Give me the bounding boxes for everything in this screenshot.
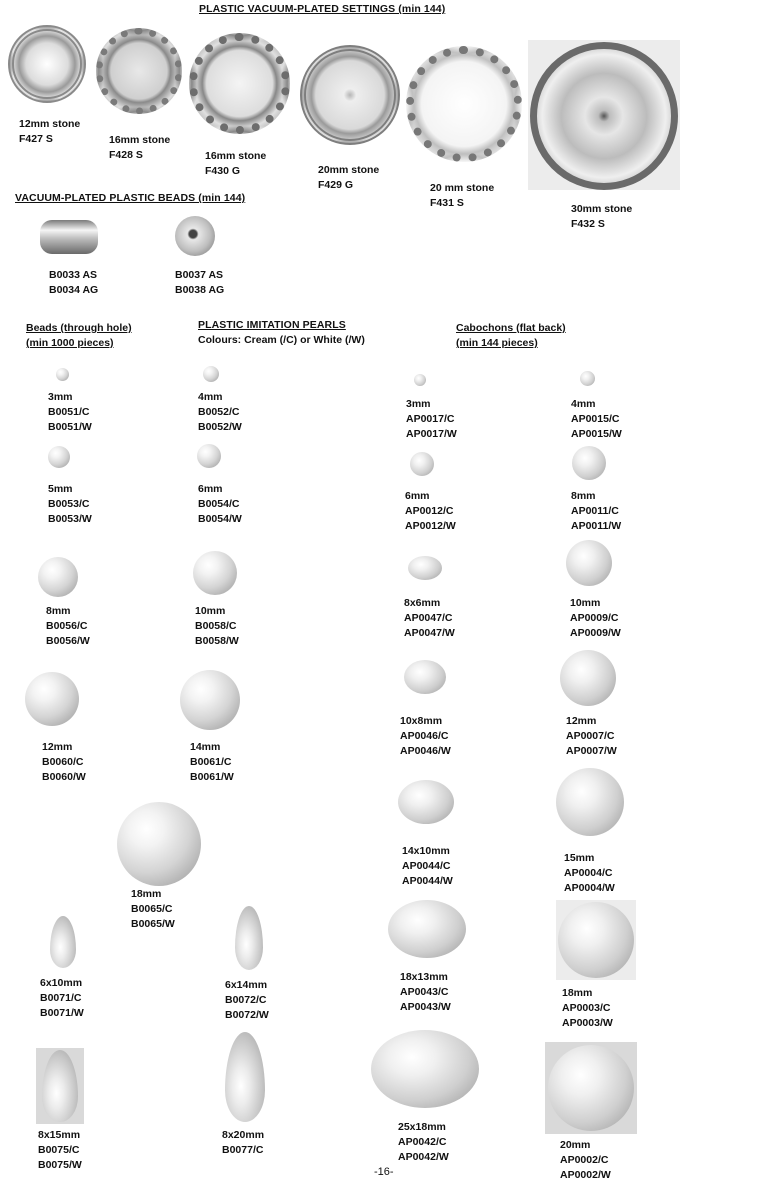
pearl-6x14mm-image bbox=[235, 906, 263, 970]
settings-heading: PLASTIC VACUUM-PLATED SETTINGS (min 144) bbox=[199, 3, 446, 15]
pearl-10mm-image bbox=[193, 551, 237, 595]
through-hole-heading: Beads (through hole) (min 1000 pieces) bbox=[26, 322, 132, 349]
pearl-6x10mm-label: 6x10mm B0071/C B0071/W bbox=[40, 977, 84, 1019]
setting-f427-image bbox=[8, 25, 86, 103]
setting-f431-label: 20 mm stone F431 S bbox=[430, 182, 495, 209]
cabochon-25x18mm-image bbox=[371, 1030, 479, 1108]
cabochon-18x13mm-image bbox=[388, 900, 466, 958]
cabochon-18x13mm-label: 18x13mm AP0043/C AP0043/W bbox=[400, 971, 451, 1013]
pearl-5mm-image bbox=[48, 446, 70, 468]
cabochon-10mm-image bbox=[566, 540, 612, 586]
pearl-5mm-label: 5mm B0053/C B0053/W bbox=[48, 483, 92, 525]
cabochon-12mm-label: 12mm AP0007/C AP0007/W bbox=[566, 715, 617, 757]
cabochon-8x6mm-image bbox=[408, 556, 442, 580]
cabochon-4mm-image bbox=[580, 371, 595, 386]
pearl-14mm-label: 14mm B0061/C B0061/W bbox=[190, 741, 234, 783]
cabochon-20mm-label: 20mm AP0002/C AP0002/W bbox=[560, 1139, 611, 1181]
pearl-18mm-image bbox=[117, 802, 201, 886]
pearl-10mm-label: 10mm B0058/C B0058/W bbox=[195, 605, 239, 647]
pearl-4mm-label: 4mm B0052/C B0052/W bbox=[198, 391, 242, 433]
setting-f432-label: 30mm stone F432 S bbox=[571, 203, 633, 230]
pearl-3mm-image bbox=[56, 368, 69, 381]
page-number: -16- bbox=[374, 1166, 394, 1178]
vacuum-beads-heading: VACUUM-PLATED PLASTIC BEADS (min 144) bbox=[15, 192, 246, 204]
cabochon-12mm-image bbox=[560, 650, 616, 706]
setting-f430-label: 16mm stone F430 G bbox=[205, 150, 267, 177]
bead-b0037-image bbox=[175, 216, 215, 256]
pearl-6mm-image bbox=[197, 444, 221, 468]
cabochon-10x8mm-image bbox=[404, 660, 446, 694]
cabochon-15mm-label: 15mm AP0004/C AP0004/W bbox=[564, 852, 615, 894]
cabochon-10mm-label: 10mm AP0009/C AP0009/W bbox=[570, 597, 621, 639]
bead-b0033-image bbox=[40, 220, 98, 254]
cabochon-8mm-label: 8mm AP0011/C AP0011/W bbox=[571, 490, 622, 532]
pearls-colours-note: Colours: Cream (/C) or White (/W) bbox=[198, 334, 365, 346]
pearl-8x15mm-label: 8x15mm B0075/C B0075/W bbox=[38, 1129, 82, 1171]
cabochon-6mm-label: 6mm AP0012/C AP0012/W bbox=[405, 490, 456, 532]
cabochon-3mm-label: 3mm AP0017/C AP0017/W bbox=[406, 398, 457, 440]
cabochon-6mm-image bbox=[410, 452, 434, 476]
cabochon-18mm-label: 18mm AP0003/C AP0003/W bbox=[562, 987, 613, 1029]
cabochon-10x8mm-label: 10x8mm AP0046/C AP0046/W bbox=[400, 715, 451, 757]
setting-f429-label: 20mm stone F429 G bbox=[318, 164, 380, 191]
pearl-3mm-label: 3mm B0051/C B0051/W bbox=[48, 391, 92, 433]
pearl-14mm-image bbox=[180, 670, 240, 730]
setting-f428-image bbox=[96, 28, 182, 114]
setting-f432-image bbox=[530, 42, 678, 190]
pearl-18mm-label: 18mm B0065/C B0065/W bbox=[131, 888, 175, 930]
cabochon-8x6mm-label: 8x6mm AP0047/C AP0047/W bbox=[404, 597, 455, 639]
pearls-heading: PLASTIC IMITATION PEARLS bbox=[198, 319, 346, 331]
cabochon-8mm-image bbox=[572, 446, 606, 480]
setting-f427-label: 12mm stone F427 S bbox=[19, 118, 81, 145]
pearl-4mm-image bbox=[203, 366, 219, 382]
pearl-8x20mm-label: 8x20mm B0077/C bbox=[222, 1129, 265, 1156]
pearl-6x10mm-image bbox=[50, 916, 76, 968]
pearl-12mm-label: 12mm B0060/C B0060/W bbox=[42, 741, 86, 783]
cabochon-4mm-label: 4mm AP0015/C AP0015/W bbox=[571, 398, 622, 440]
pearl-12mm-image bbox=[25, 672, 79, 726]
setting-f428-label: 16mm stone F428 S bbox=[109, 134, 171, 161]
cabochon-18mm-image bbox=[558, 902, 634, 978]
setting-f429-image bbox=[300, 45, 400, 145]
cabochon-3mm-image bbox=[414, 374, 426, 386]
cabochon-14x10mm-label: 14x10mm AP0044/C AP0044/W bbox=[402, 845, 453, 887]
pearl-8mm-image bbox=[38, 557, 78, 597]
cabochon-15mm-image bbox=[556, 768, 624, 836]
pearl-8x20mm-image bbox=[225, 1032, 265, 1122]
cabochons-heading: Cabochons (flat back) (min 144 pieces) bbox=[456, 322, 566, 349]
pearl-6mm-label: 6mm B0054/C B0054/W bbox=[198, 483, 242, 525]
setting-f430-image bbox=[189, 33, 290, 134]
pearl-6x14mm-label: 6x14mm B0072/C B0072/W bbox=[225, 979, 269, 1021]
cabochon-25x18mm-label: 25x18mm AP0042/C AP0042/W bbox=[398, 1121, 449, 1163]
cabochon-14x10mm-image bbox=[398, 780, 454, 824]
bead-b0037-label: B0037 AS B0038 AG bbox=[175, 269, 225, 296]
bead-b0033-label: B0033 AS B0034 AG bbox=[49, 269, 99, 296]
cabochon-20mm-image bbox=[548, 1045, 634, 1131]
setting-f431-image bbox=[406, 46, 522, 162]
pearl-8mm-label: 8mm B0056/C B0056/W bbox=[46, 605, 90, 647]
